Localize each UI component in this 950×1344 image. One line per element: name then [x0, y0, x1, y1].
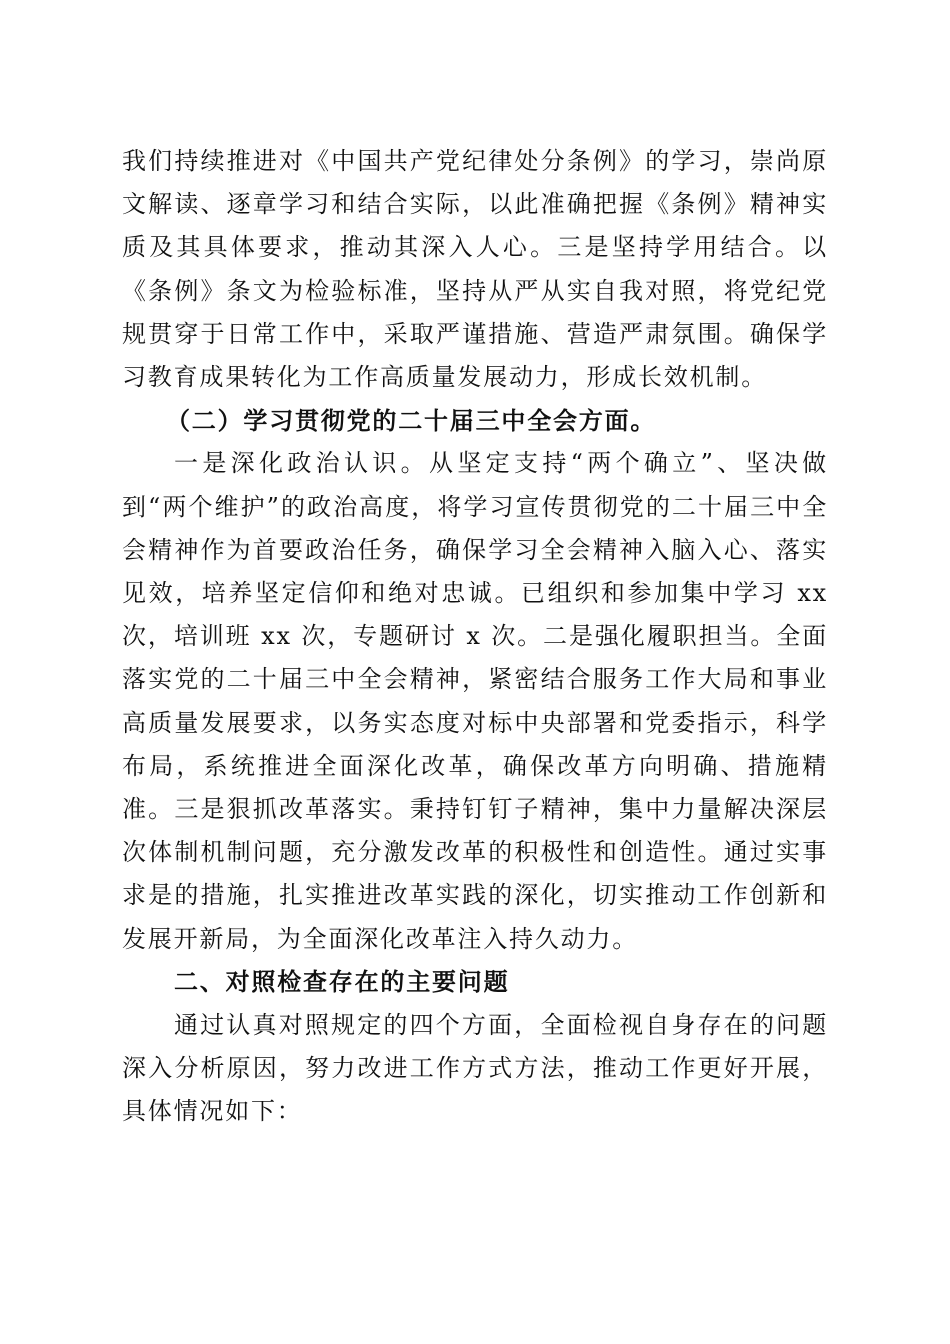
body-paragraph-2: 一是深化政治认识。从坚定支持“两个确立”、坚决做到“两个维护”的政治高度，将学习宣传贯彻党的二十届三中全会精神作为首要政治任务，确保学习全会精神入脑入心、落实见效，培养坚定信仰和绝对忠诚。已组织和参加集中学习 xx 次，培训班 xx 次，专题研讨 x 次。二是强化履职担当。全面落实党的二十届三中全会精神，紧密结合服务工作大局和事业高质量发展要求，以务实态度对标中央部署和党委指示，科学布局，系统推进全面深化改革，确保改革方向明确、措施精准。三是狠抓改革落实。秉持钉钉子精神，集中力量解决深层次体制机制问题，充分激发改革的积极性和创造性。通过实事求是的措施，扎实推进改革实践的深化，切实推动工作创新和发展开新局，为全面深化改革注入持久动力。: [122, 449, 828, 953]
body-paragraph-1: 我们持续推进对《中国共产党纪律处分条例》的学习，崇尚原文解读、逐章学习和结合实际，以此准确把握《条例》精神实质及其具体要求，推动其深入人心。三是坚持学用结合。以《条例》条文为检验标准，坚持从严从实自我对照，将党纪党规贯穿于日常工作中，采取严谨措施、营造严肃氛围。确保学习教育成果转化为工作高质量发展动力，形成长效机制。: [122, 147, 828, 392]
section-heading-main-problems: 二、对照检查存在的主要问题: [174, 967, 510, 996]
subheading-party-plenary: （二）学习贯彻党的二十届三中全会方面。: [166, 406, 657, 436]
document-page: [122, 140, 828, 1134]
body-paragraph-3: 通过认真对照规定的四个方面，全面检视自身存在的问题深入分析原因，努力改进工作方式方法，推动工作更好开展，具体情况如下：: [122, 1011, 828, 1126]
